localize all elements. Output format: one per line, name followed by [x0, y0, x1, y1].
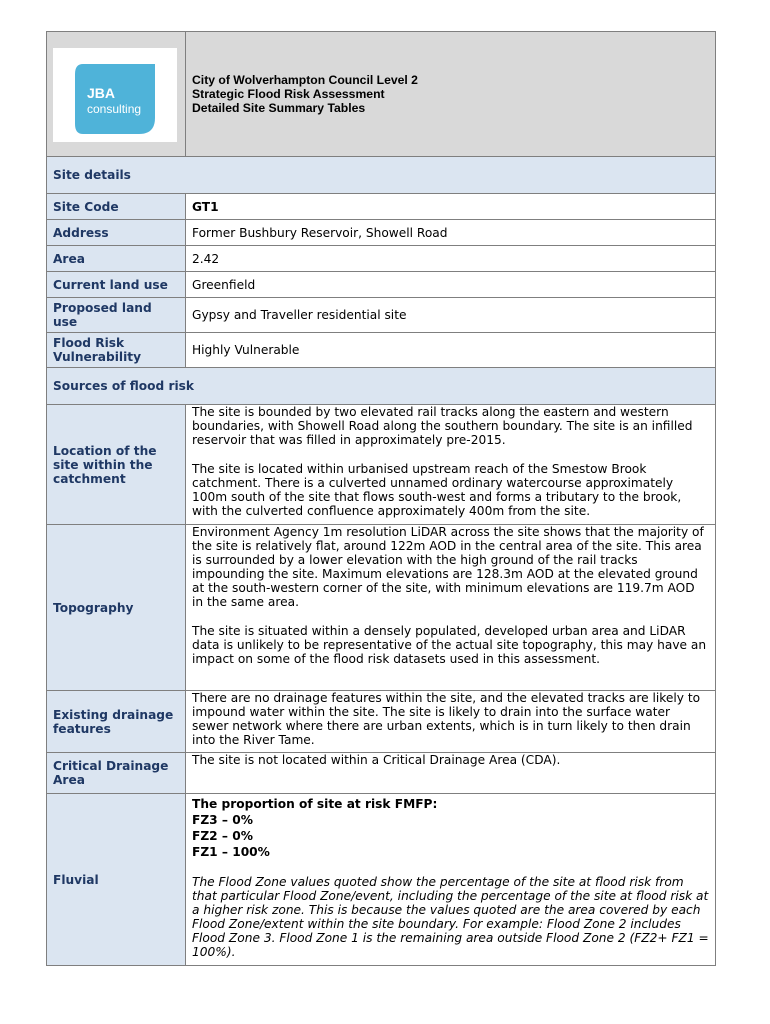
site-summary-table: [46, 31, 716, 966]
fluvial-heading: The proportion of site at risk FMFP:: [192, 797, 438, 811]
jba-logo: [53, 48, 177, 142]
fluvial-label: Fluvial: [47, 794, 186, 966]
topography-label: Topography: [47, 525, 186, 691]
current-land-use-label: Current land use: [47, 272, 186, 298]
location-paragraph-2: The site is located within urbanised upstream reach of the Smestow Brook catchment. There is a culverted unnamed ordinary watercourse approximately 100m south of the site that flows south-west and forms a tributary to the brook, with the culverted confluence approximately 400m from the site.: [192, 462, 682, 518]
fluvial-value: [186, 794, 716, 966]
site-code-value: GT1: [186, 194, 716, 220]
fz1-value: FZ1 – 100%: [192, 845, 270, 859]
drainage-label: Existing drainage features: [47, 691, 186, 753]
logo-line2: consulting: [87, 101, 142, 116]
location-row: [47, 405, 716, 525]
title-line-2: Strategic Flood Risk Assessment: [192, 87, 385, 101]
fluvial-note: The Flood Zone values quoted show the percentage of the site at flood risk from that particular Flood Zone/event, including the percentage of the site at flood risk at a higher risk zone. This is because the values quoted are the area covered by each Flood Zone/extent within the site boundary. For example: Flood Zone 2 includes Flood Zone 3. Flood Zone 1 is the remaining area outside Flood Zone 2 (FZ2+ FZ1 = 100%).: [192, 875, 709, 959]
location-label: Location of the site within the catchment: [47, 405, 186, 525]
logo-line1: JBA: [87, 84, 116, 101]
table-row: [47, 246, 716, 272]
proposed-land-use-value: Gypsy and Traveller residential site: [186, 298, 716, 333]
document-title: [186, 32, 716, 157]
table-row: [47, 220, 716, 246]
topography-value: [186, 525, 716, 691]
drainage-row: [47, 691, 716, 753]
topography-row: [47, 525, 716, 691]
site-details-heading-row: [47, 157, 716, 194]
location-paragraph-1: The site is bounded by two elevated rail tracks along the eastern and western boundaries, with Showell Road along the southern boundary. The site is an infilled reservoir that was filled in approximately pre-2015.: [192, 405, 693, 447]
title-line-1: City of Wolverhampton Council Level 2: [192, 73, 418, 87]
cda-value: The site is not located within a Critical Drainage Area (CDA).: [186, 753, 716, 794]
cda-label: Critical Drainage Area: [47, 753, 186, 794]
fluvial-row: [47, 794, 716, 966]
proposed-land-use-label: Proposed land use: [47, 298, 186, 333]
table-row: [47, 298, 716, 333]
address-value: Former Bushbury Reservoir, Showell Road: [186, 220, 716, 246]
fz3-value: FZ3 – 0%: [192, 813, 253, 827]
location-value: [186, 405, 716, 525]
site-code-label: Site Code: [47, 194, 186, 220]
area-label: Area: [47, 246, 186, 272]
leaf-logo-icon: [53, 48, 177, 142]
cda-row: [47, 753, 716, 794]
topography-paragraph-1: Environment Agency 1m resolution LiDAR across the site shows that the majority of the site is relatively flat, around 122m AOD in the central area of the site. This area is surrounded by a lower elevation with the high ground of the rail tracks impounding the site. Maximum elevations are 128.3m AOD at the elevated ground at the south-western corner of the site, with minimum elevations are 119.7m AOD in the same area.: [192, 525, 704, 609]
logo-cell: [47, 32, 186, 157]
header-row: [47, 32, 716, 157]
flood-risk-vulnerability-label: Flood Risk Vulnerability: [47, 333, 186, 368]
topography-paragraph-2: The site is situated within a densely populated, developed urban area and LiDAR data is unlikely to be representative of the actual site topography, this may have an impact on some of the flood risk datasets used in this assessment.: [192, 624, 707, 666]
address-label: Address: [47, 220, 186, 246]
flood-risk-vulnerability-value: Highly Vulnerable: [186, 333, 716, 368]
sources-heading-row: [47, 368, 716, 405]
table-row: [47, 194, 716, 220]
title-line-3: Detailed Site Summary Tables: [192, 101, 366, 115]
current-land-use-value: Greenfield: [186, 272, 716, 298]
area-value: 2.42: [186, 246, 716, 272]
site-details-heading: Site details: [47, 157, 716, 194]
fz2-value: FZ2 – 0%: [192, 829, 253, 843]
table-row: [47, 272, 716, 298]
sources-heading: Sources of flood risk: [47, 368, 716, 405]
drainage-value: There are no drainage features within the site, and the elevated tracks are likely to impound water within the site. The site is likely to drain into the surface water sewer network where there are urban extents, which is in turn likely to then drain into the River Tame.: [186, 691, 716, 753]
table-row: [47, 333, 716, 368]
